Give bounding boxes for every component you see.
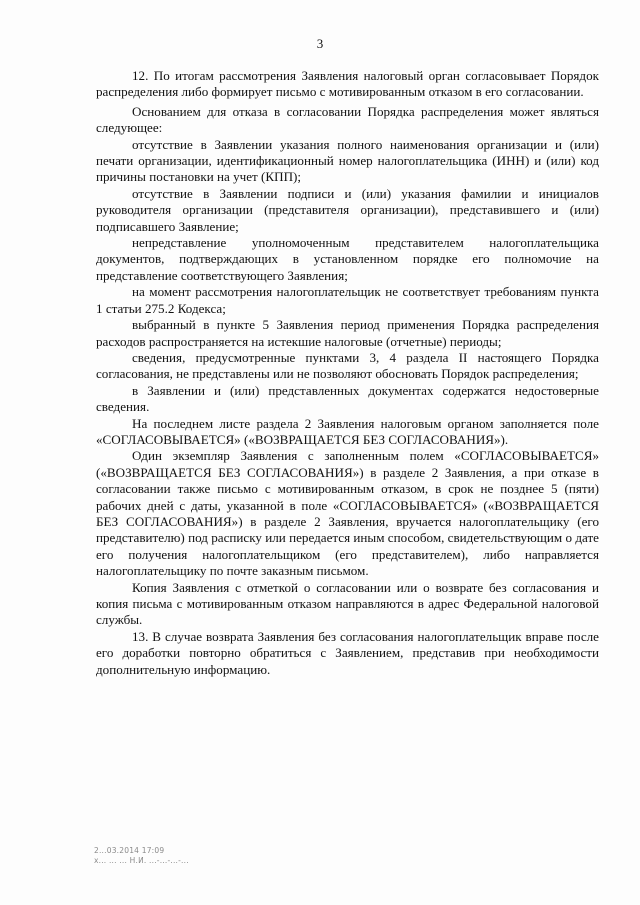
paragraph-ground-no-authority-docs: непредставление уполномоченным представителем налогоплательщика документов, подтверждающих в установленном порядке его полномочие на представление соответствующего Заявления;: [96, 235, 599, 283]
paragraph-ground-not-compliant: на момент рассмотрения налогоплательщик не соответствует требованиям пункта 1 статьи 275.2 Кодекса;: [96, 284, 599, 316]
footer-author: х... ... ... Н.И. ...-...-...-...: [94, 856, 189, 865]
paragraph-13: 13. В случае возврата Заявления без согласования налогоплательщик вправе после его доработки повторно обратиться с Заявлением, представив при необходимости дополнительную информацию.: [96, 628, 599, 677]
document-body: [96, 68, 599, 678]
paragraph-ground-missing-signature: отсутствие в Заявлении подписи и (или) указания фамилии и инициалов руководителя организации (представителя организации), представившего и (или) подписавшего Заявление;: [96, 185, 599, 234]
paragraph-copy-to-fns: Копия Заявления с отметкой о согласовании или о возврате без согласования и копия письма с мотивированным отказом направляются в адрес Федеральной налоговой службы.: [96, 579, 599, 628]
page-number: 3: [316, 36, 324, 51]
paragraph-ground-expired-period: выбранный в пункте 5 Заявления период применения Порядка распределения расходов распространяется на истекшие налоговые (отчетные) периоды;: [96, 317, 599, 349]
paragraph-ground-false-info: в Заявлении и (или) представленных документах содержатся недостоверные сведения.: [96, 382, 599, 415]
footer-timestamp: 2...03.2014 17:09: [94, 846, 165, 855]
paragraph-copy-delivery: Один экземпляр Заявления с заполненным полем «СОГЛАСОВЫВАЕТСЯ» («ВОЗВРАЩАЕТСЯ БЕЗ СОГЛАСОВАНИЯ») в разделе 2 Заявления, а при отказе в согласовании также письмо с мотивированным отказом, в срок не позднее 5 (пяти) рабочих дней с даты, указанной в поле «СОГЛАСОВЫВАЕТСЯ» («ВОЗВРАЩАЕТСЯ БЕЗ СОГЛАСОВАНИЯ») в разделе 2 Заявления, вручается налогоплательщику (его представителю) под расписку или передается иным способом, свидетельствующим о дате его получения налогоплательщиком (его представителем), либо направляется налогоплательщику по почте заказным письмом.: [96, 448, 599, 579]
paragraph-refusal-grounds-intro: Основанием для отказа в согласовании Порядка распределения может являться следующее:: [96, 103, 599, 136]
print-stamp-footer: [94, 846, 189, 866]
paragraph-last-sheet-field: На последнем листе раздела 2 Заявления налоговым органом заполняется поле «СОГЛАСОВЫВАЕТСЯ» («ВОЗВРАЩАЕТСЯ БЕЗ СОГЛАСОВАНИЯ»).: [96, 415, 599, 447]
paragraph-ground-missing-info: сведения, предусмотренные пунктами 3, 4 раздела II настоящего Порядка согласования, не представлены или не позволяют обосновать Порядок распределения;: [96, 349, 599, 382]
paragraph-ground-missing-name: отсутствие в Заявлении указания полного наименования организации и (или) печати организации, идентификационный номер налогоплательщика (ИНН) и (или) код причины постановки на учет (КПП);: [96, 136, 599, 185]
paragraph-12: 12. По итогам рассмотрения Заявления налоговый орган согласовывает Порядок распределения либо формирует письмо с мотивированным отказом в его согласовании.: [96, 68, 599, 100]
